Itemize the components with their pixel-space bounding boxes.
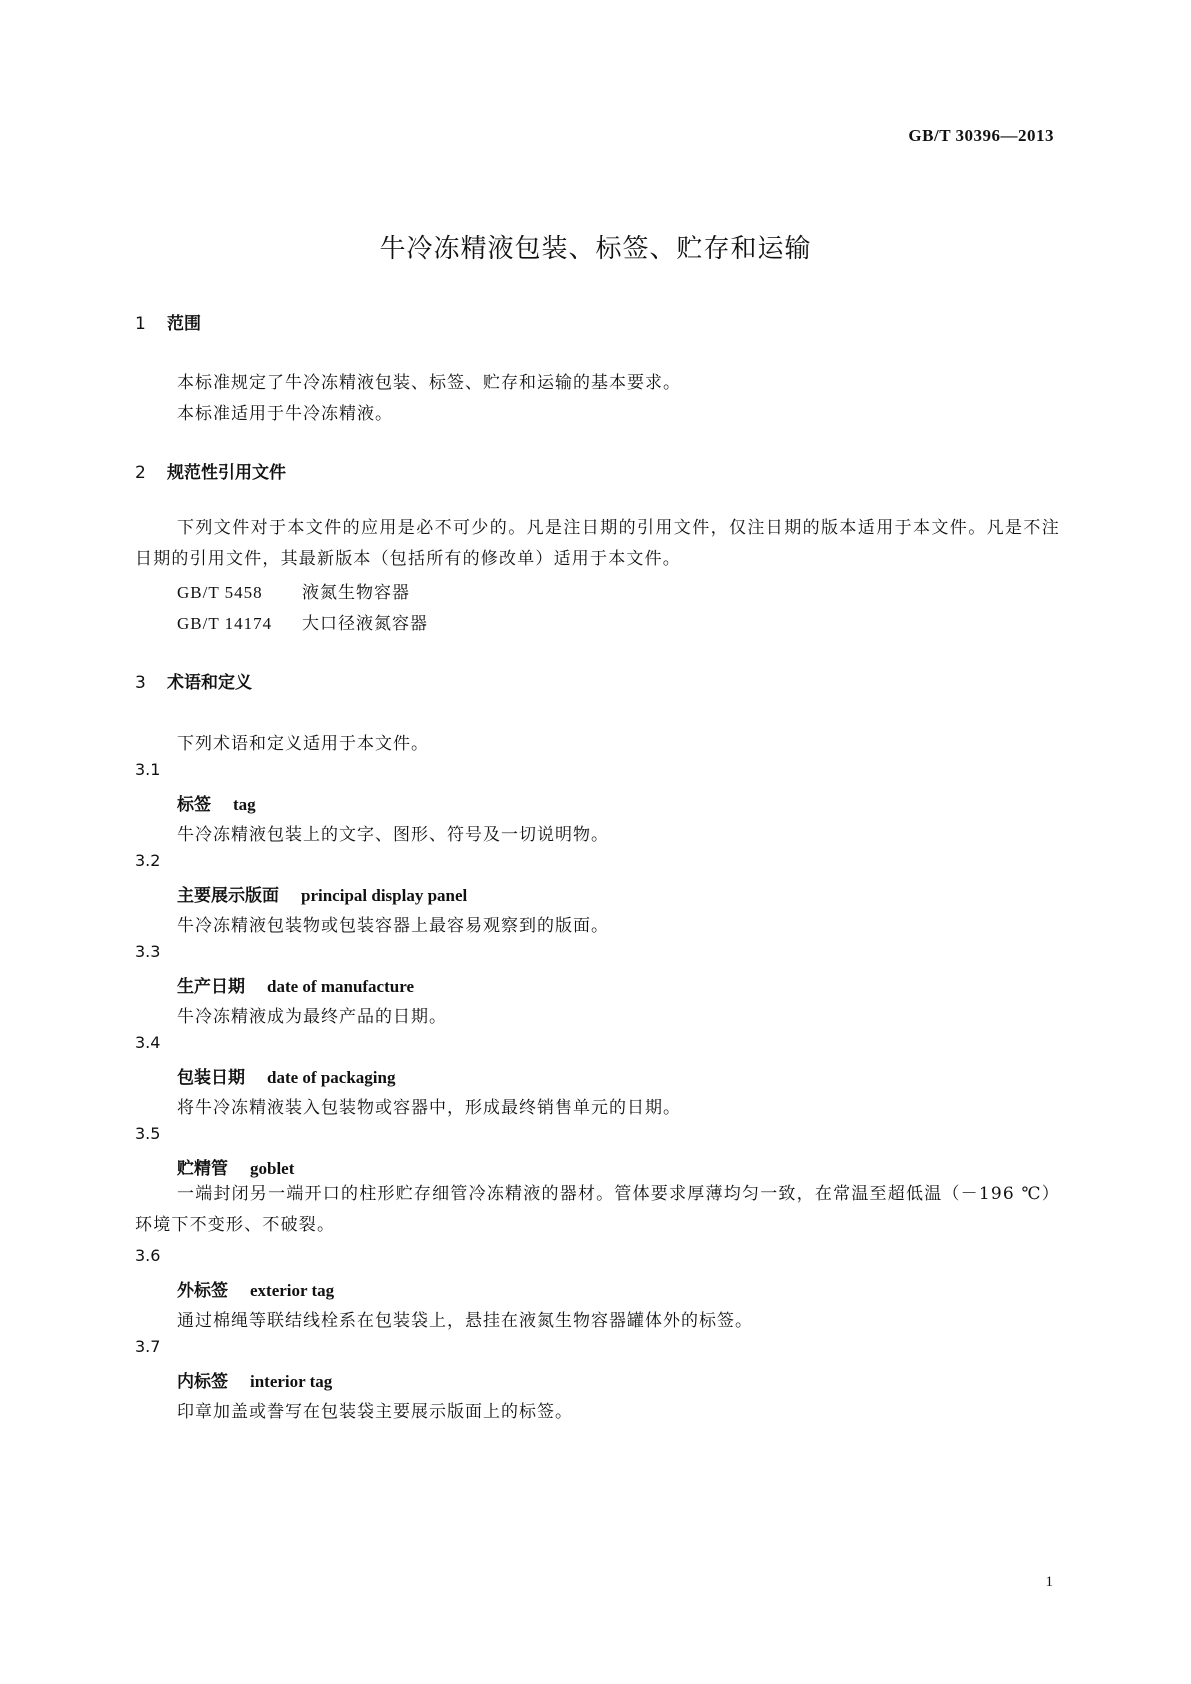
standard-code: GB/T 30396—2013 [908, 126, 1054, 145]
document-title: 牛冷冻精液包装、标签、贮存和运输 [379, 234, 812, 264]
term-heading [177, 1154, 294, 1179]
section-1-heading [135, 309, 201, 334]
paragraph: 下列术语和定义适用于本文件。 [177, 734, 429, 754]
page-number: 1 [1045, 1574, 1053, 1590]
term-zh: 生产日期 [177, 977, 245, 997]
term-definition: 牛冷冻精液成为最终产品的日期。 [177, 1007, 447, 1027]
reference-code: GB/T 14174 [177, 614, 273, 633]
section-2-heading [135, 458, 286, 483]
reference-item [177, 609, 428, 634]
term-number: 3.2 [135, 851, 161, 870]
section-title: 规范性引用文件 [167, 463, 286, 483]
term-heading [177, 1276, 334, 1301]
term-en: date of manufacture [267, 977, 414, 996]
paragraph: 本标准适用于牛冷冻精液。 [177, 404, 393, 424]
term-en: goblet [250, 1159, 295, 1178]
term-definition: 将牛冷冻精液装入包装物或容器中，形成最终销售单元的日期。 [177, 1098, 681, 1118]
term-en: principal display panel [301, 886, 468, 905]
term-heading [177, 881, 467, 906]
reference-item [177, 578, 410, 603]
paragraph: 下列文件对于本文件的应用是必不可少的。凡是注日期的引用文件，仅注日期的版本适用于本文件。凡是不注日期的引用文件，其最新版本（包括所有的修改单）适用于本文件。 [135, 518, 1060, 569]
reference-code: GB/T 5458 [177, 583, 263, 602]
term-en: tag [233, 795, 256, 814]
term-definition: 牛冷冻精液包装物或包装容器上最容易观察到的版面。 [177, 916, 609, 936]
term-zh: 贮精管 [177, 1159, 228, 1179]
term-definition: 一端封闭另一端开口的柱形贮存细管冷冻精液的器材。管体要求厚薄均匀一致，在常温至超低温（－196 ℃）环境下不变形、不破裂。 [135, 1184, 1060, 1235]
term-en: date of packaging [267, 1068, 396, 1087]
term-heading [177, 790, 256, 815]
section-number: 2 [135, 463, 146, 483]
term-zh: 主要展示版面 [177, 886, 279, 906]
term-number: 3.5 [135, 1124, 161, 1143]
term-number: 3.3 [135, 942, 161, 961]
section-number: 3 [135, 673, 146, 693]
paragraph: 本标准规定了牛冷冻精液包装、标签、贮存和运输的基本要求。 [177, 373, 681, 393]
term-definition: 印章加盖或誊写在包装袋主要展示版面上的标签。 [177, 1402, 573, 1422]
term-zh: 内标签 [177, 1372, 228, 1392]
term-en: interior tag [250, 1372, 333, 1391]
term-zh: 外标签 [177, 1281, 228, 1301]
term-definition: 通过棉绳等联结线栓系在包装袋上，悬挂在液氮生物容器罐体外的标签。 [177, 1311, 753, 1331]
section-title: 范围 [167, 314, 201, 334]
reference-title: 大口径液氮容器 [302, 614, 428, 634]
term-zh: 包装日期 [177, 1068, 245, 1088]
term-number: 3.1 [135, 760, 161, 779]
section-3-heading [135, 668, 252, 693]
term-number: 3.7 [135, 1337, 161, 1356]
term-definition: 牛冷冻精液包装上的文字、图形、符号及一切说明物。 [177, 825, 609, 845]
term-zh: 标签 [177, 795, 211, 815]
term-heading [177, 1063, 395, 1088]
term-number: 3.4 [135, 1033, 161, 1052]
section-number: 1 [135, 314, 146, 334]
term-en: exterior tag [250, 1281, 335, 1300]
term-heading [177, 972, 414, 997]
section-title: 术语和定义 [167, 673, 252, 693]
term-heading [177, 1367, 332, 1392]
term-number: 3.6 [135, 1246, 161, 1265]
reference-title: 液氮生物容器 [302, 583, 410, 603]
